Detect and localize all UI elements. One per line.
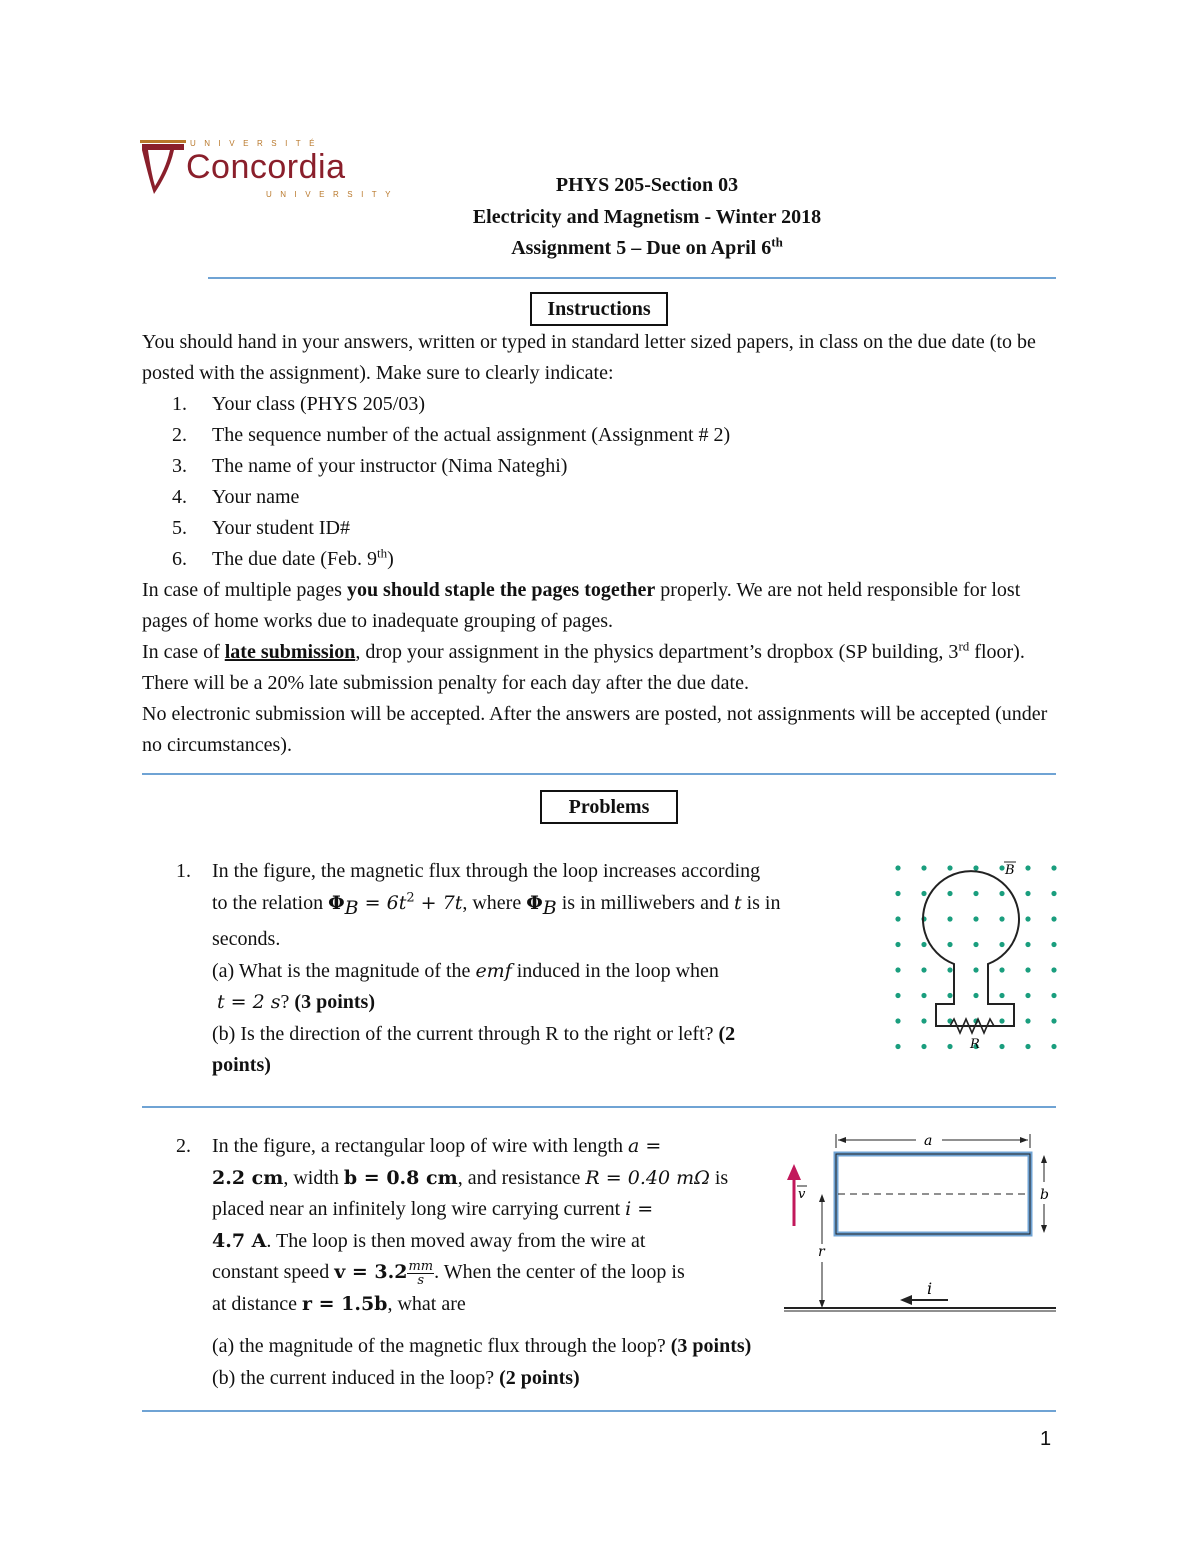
instructions-heading: Instructions (530, 292, 668, 326)
field-dot (947, 891, 952, 896)
field-dot (895, 891, 900, 896)
problem-2: 2. In the figure, a rectangular loop of wire with length a = 2.2 cm, width b = 0.8 cm, and resistance R = 0.40 mΩ is placed near an infinitely long wire carrying current i = 4.7 A. The loop is then moved away from the wire at constant speed v = 3.2 $\frac{mm}{s}$ . When the center of the loop is at distance r = 1.5b, what are (176, 1135, 729, 1315)
instructions-body (142, 327, 1057, 761)
instructions-list (142, 389, 1057, 575)
list-item: 4. Your name (172, 486, 300, 508)
field-dot (999, 993, 1004, 998)
list-item: 1. Your class (PHYS 205/03) (172, 393, 425, 415)
fig2-label-r: r (818, 1244, 825, 1260)
field-dot (1025, 865, 1030, 870)
logo-top-word: UNIVERSITÉ (190, 139, 324, 148)
field-dot (947, 967, 952, 972)
field-dot (895, 967, 900, 972)
field-dot (999, 916, 1004, 921)
problems-heading: Problems (540, 790, 678, 824)
field-dot (1025, 1018, 1030, 1023)
figure-1-flux-loop (888, 856, 1060, 1060)
field-dot (921, 865, 926, 870)
fig2-label-v: v (798, 1187, 806, 1202)
field-dot (921, 942, 926, 947)
field-dot (1051, 942, 1056, 947)
field-dot (973, 967, 978, 972)
problem-2-questions: (a) the magnitude of the magnetic flux through the loop? (3 points) (b) the current induced in the loop? (2 points) (212, 1335, 752, 1389)
field-dot (921, 891, 926, 896)
field-dot (999, 967, 1004, 972)
field-dot (1025, 993, 1030, 998)
fig2-label-i: i (927, 1279, 933, 1298)
list-item: 2. The sequence number of the actual assignment (Assignment # 2) (172, 424, 731, 446)
instructions-intro: You should hand in your answers, written or typed in standard letter sized papers, in class on the due date (to be posted with the assignment). Make sure to clearly indicate: (142, 331, 1036, 384)
late-paragraph: In case of late submission, drop your assignment in the physics department’s dropbox (SP building, 3rd floor). There will be a 20% late submission penalty for each day after the due date. (142, 638, 1025, 694)
field-dot (1051, 916, 1056, 921)
field-dot (921, 993, 926, 998)
list-item: 3. The name of your instructor (Nima Nateghi) (172, 455, 568, 477)
field-dot (1051, 967, 1056, 972)
field-dot (1051, 1018, 1056, 1023)
field-dot (947, 865, 952, 870)
magnetic-field-dots (895, 865, 1056, 1049)
field-dot (973, 942, 978, 947)
field-dot (895, 1044, 900, 1049)
list-item: 5. Your student ID# (172, 517, 350, 539)
field-dot (921, 967, 926, 972)
field-dot (947, 993, 952, 998)
field-dot (895, 993, 900, 998)
field-dot (895, 1018, 900, 1023)
figure-1-svg (888, 856, 1060, 1060)
field-dot (973, 916, 978, 921)
field-dot (895, 865, 900, 870)
field-dot (895, 942, 900, 947)
field-dot (1025, 1044, 1030, 1049)
field-dot (973, 993, 978, 998)
loop-wire (923, 871, 1019, 1026)
field-dot (973, 865, 978, 870)
page-number: 1 (1040, 1428, 1052, 1450)
fig1-label-R: R (970, 1037, 980, 1052)
fig2-label-a: a (924, 1133, 933, 1149)
course-subtitle: Electricity and Magnetism - Winter 2018 (472, 206, 822, 228)
field-dot (1051, 993, 1056, 998)
list-item: 6. The due date (Feb. 9th) (172, 545, 394, 570)
instructions-divider (142, 773, 1056, 775)
field-dot (947, 916, 952, 921)
field-dot (1051, 865, 1056, 870)
field-dot (999, 891, 1004, 896)
figure-2-rectangular-loop (780, 1128, 1060, 1318)
course-title: PHYS 205-Section 03 (555, 174, 739, 196)
field-dot (895, 916, 900, 921)
staple-paragraph: In case of multiple pages you should staple the pages together properly. We are not held responsible for lost pages of home works due to inadequate grouping of pages. (142, 579, 1021, 632)
field-dot (921, 1018, 926, 1023)
electronic-paragraph: No electronic submission will be accepted. After the answers are posted, not assignments will be accepted (under no circumstances). (142, 703, 1048, 756)
field-dot (973, 891, 978, 896)
assignment-title: Assignment 5 – Due on April 6th (511, 234, 783, 259)
problem-1: 1. In the figure, the magnetic flux through the loop increases according to the relation $\Phi_B = 6t^2 + 7t$, where $\Phi_B$ is in milliwebers and t is in seconds. (a) What is the magnitude of the emf induced in the loop when t = 2 s? (3 points) (b) Is the direction of the current through R to the right or left? (2 points) (176, 860, 781, 1076)
fig1-label-B: B (1005, 863, 1015, 878)
header-divider (208, 277, 1056, 279)
figure-2-svg (780, 1128, 1060, 1318)
field-dot (1025, 916, 1030, 921)
field-dot (1051, 1044, 1056, 1049)
problem-1-divider (142, 1106, 1056, 1108)
field-dot (947, 1044, 952, 1049)
problem-2-divider (142, 1410, 1056, 1412)
field-dot (999, 1044, 1004, 1049)
logo-bottom-word: UNIVERSITY (266, 190, 400, 199)
field-dot (999, 865, 1004, 870)
field-dot (999, 1018, 1004, 1023)
field-dot (1025, 891, 1030, 896)
logo-wordmark: Concordia (186, 148, 346, 186)
field-dot (921, 1044, 926, 1049)
field-dot (999, 942, 1004, 947)
field-dot (1051, 891, 1056, 896)
fig2-label-b: b (1040, 1187, 1049, 1203)
field-dot (947, 942, 952, 947)
field-dot (1025, 942, 1030, 947)
field-dot (1025, 967, 1030, 972)
